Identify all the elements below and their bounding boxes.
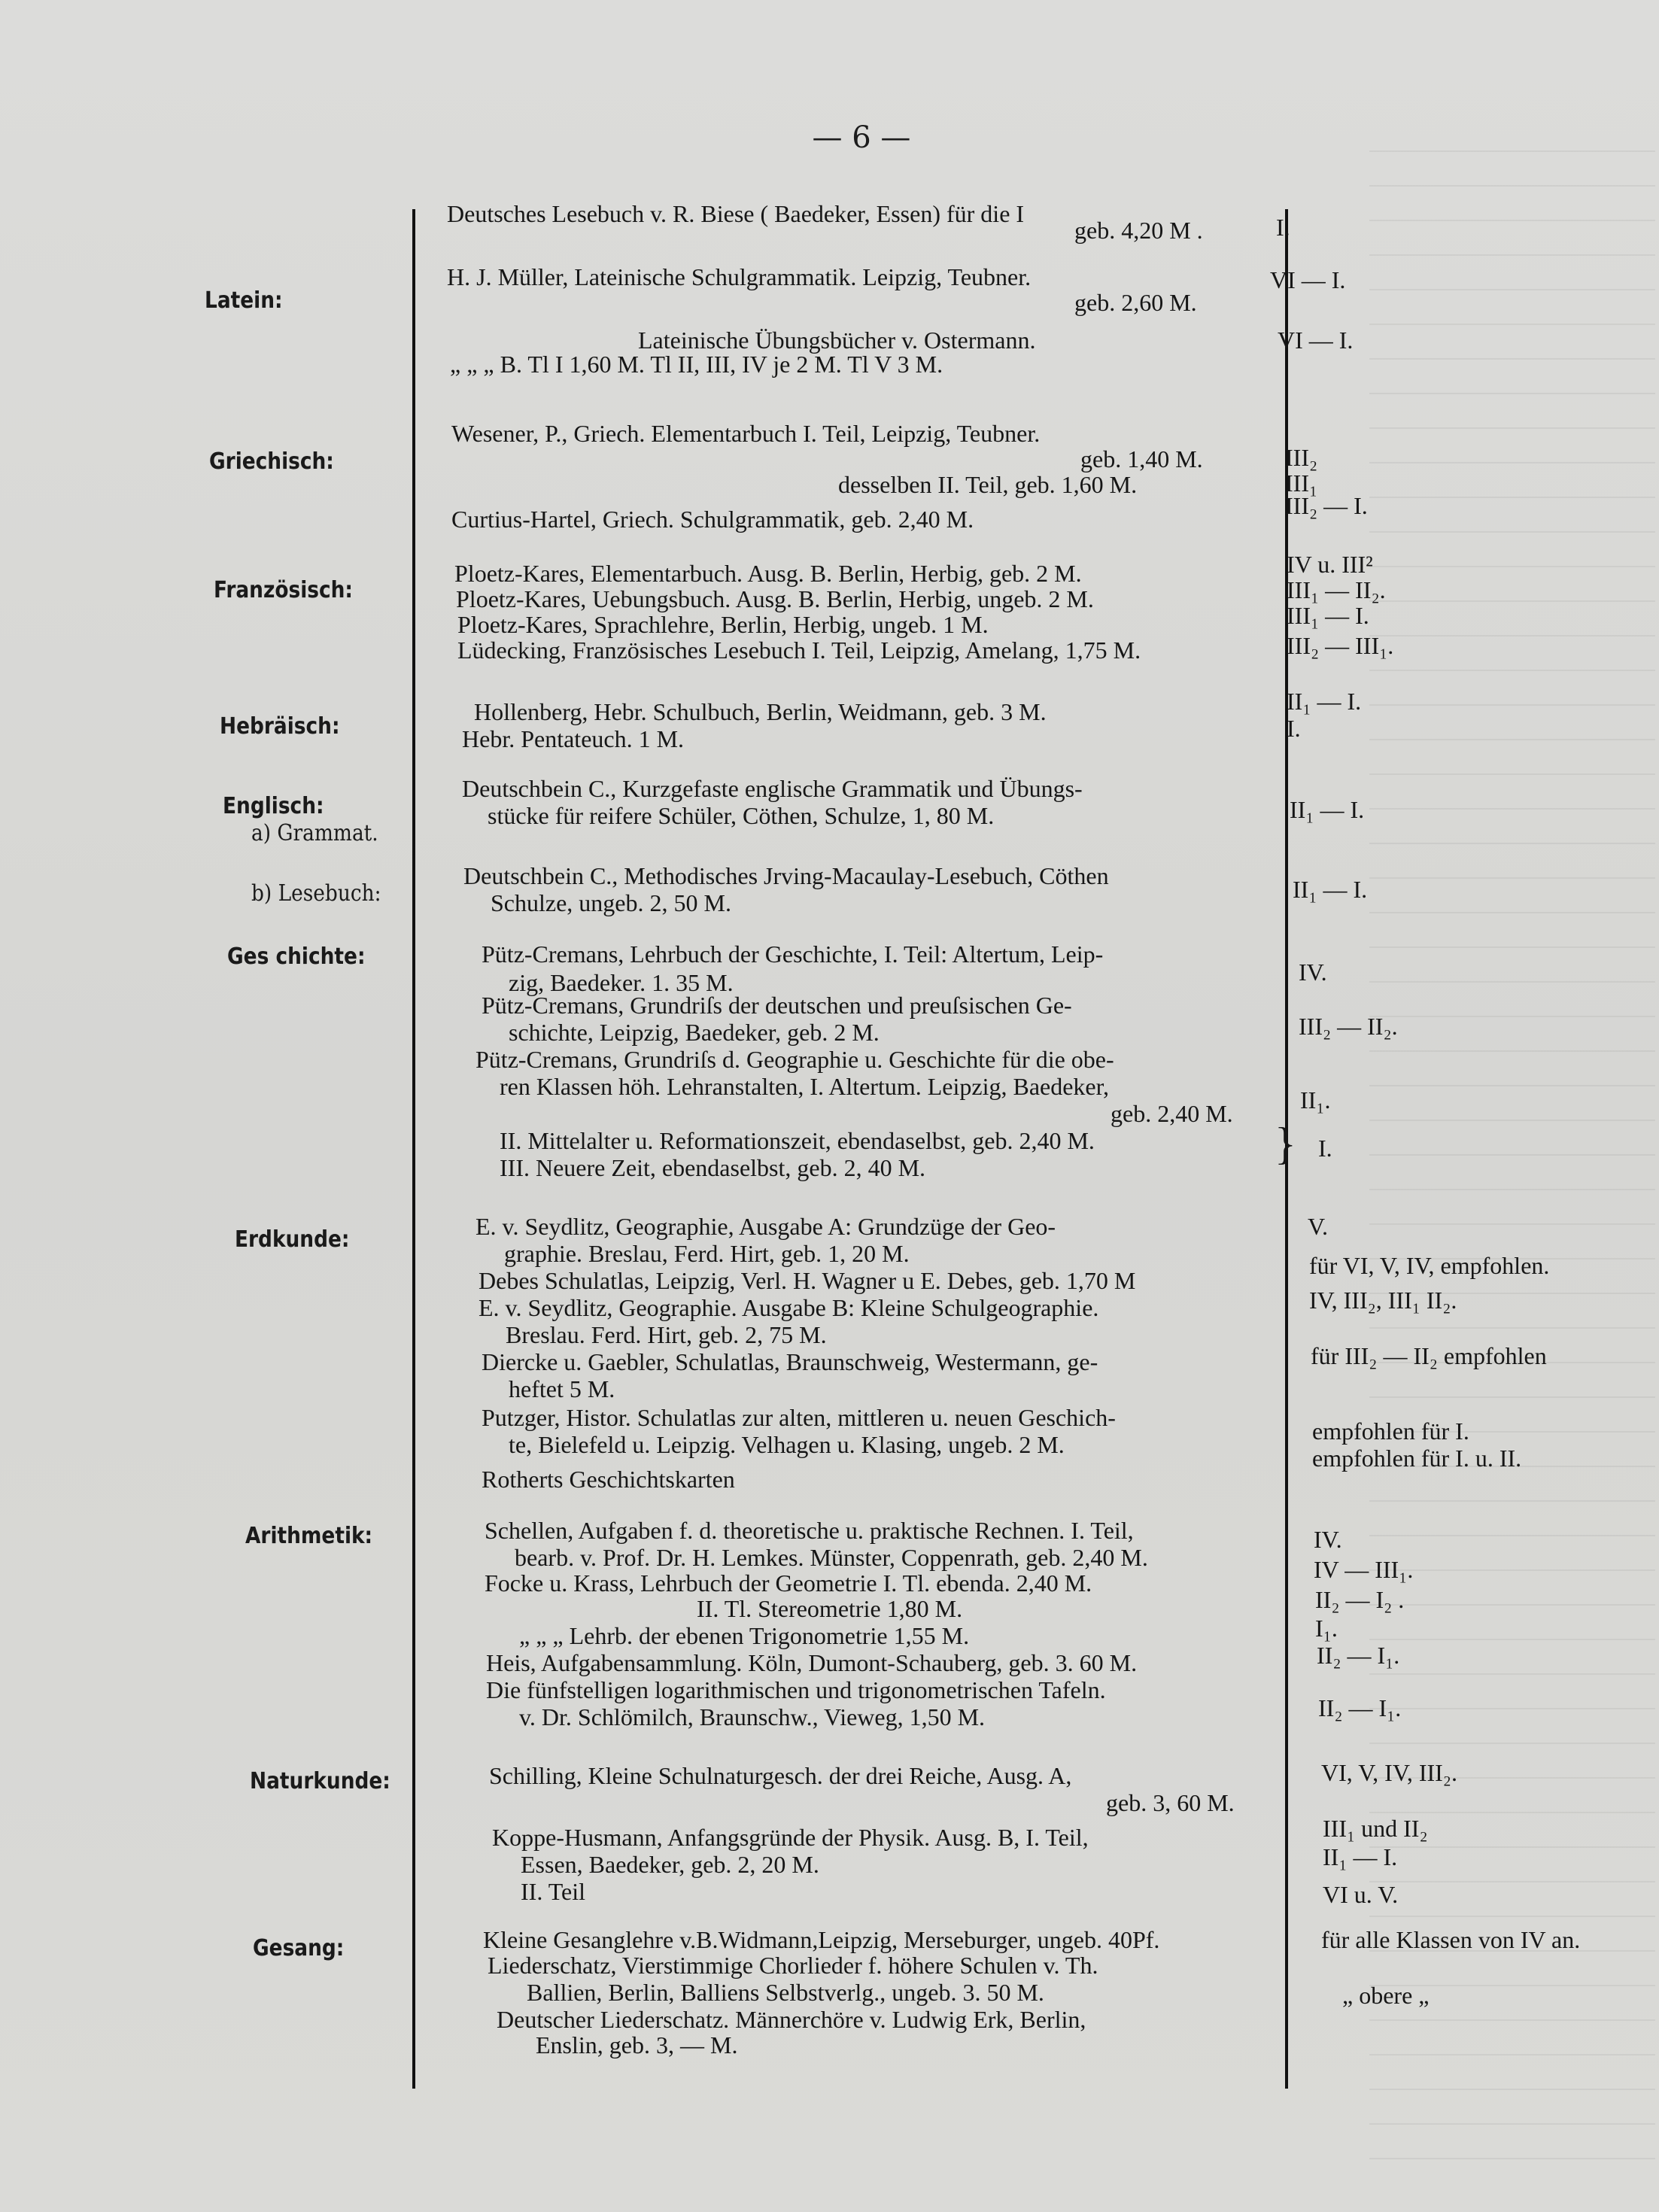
- subject-latein: Latein:: [205, 287, 283, 314]
- class-range: I.: [1287, 715, 1301, 742]
- subject-englisch: Englisch:: [223, 793, 324, 819]
- book-line: zig, Baedeker. 1. 35 M.: [509, 969, 734, 996]
- book-line: Debes Schulatlas, Leipzig, Verl. H. Wagner u E. Debes, geb. 1,70 M: [479, 1267, 1136, 1294]
- book-line: Ploetz-Kares, Uebungsbuch. Ausg. B. Berlin, Herbig, ungeb. 2 M.: [456, 585, 1094, 612]
- book-line: Lüdecking, Französisches Lesebuch I. Teil, Leipzig, Amelang, 1,75 M.: [457, 637, 1141, 664]
- class-range: IV — III₁.: [1314, 1556, 1414, 1583]
- class-range: II₁ — I.: [1287, 688, 1362, 715]
- class-range: III₁ — I.: [1287, 602, 1369, 629]
- book-line: heftet 5 M.: [509, 1375, 615, 1402]
- class-range: III₂: [1285, 444, 1318, 471]
- book-line: Rotherts Geschichtskarten: [482, 1466, 735, 1493]
- book-line: Deutschbein C., Kurzgefaste englische Grammatik und Übungs-: [462, 775, 1083, 802]
- class-range: für III₂ — II₂ empfohlen: [1311, 1342, 1547, 1369]
- class-range: „ obere „: [1342, 1982, 1430, 2009]
- book-line: Schilling, Kleine Schulnaturgesch. der drei Reiche, Ausg. A,: [489, 1762, 1072, 1789]
- book-line: Focke u. Krass, Lehrbuch der Geometrie I. Tl. ebenda. 2,40 M.: [485, 1569, 1092, 1597]
- book-line: Lateinische Übungsbücher v. Ostermann.: [638, 327, 1036, 354]
- book-line: geb. 2,40 M.: [1111, 1100, 1233, 1127]
- class-range: II₂ — I₂ .: [1315, 1586, 1405, 1613]
- class-range: III₁ — II₂.: [1287, 576, 1386, 603]
- book-line: Essen, Baedeker, geb. 2, 20 M.: [521, 1851, 819, 1878]
- class-range: II₁ — I.: [1323, 1843, 1398, 1870]
- subject-griechisch: Griechisch:: [209, 448, 334, 475]
- class-range: III₁ und II₂: [1323, 1815, 1428, 1842]
- book-line: ren Klassen höh. Lehranstalten, I. Altertum. Leipzig, Baedeker,: [500, 1073, 1109, 1100]
- book-line: E. v. Seydlitz, Geographie. Ausgabe B: Kleine Schulgeographie.: [479, 1294, 1099, 1321]
- subject-hebraeisch: Hebräisch:: [220, 713, 340, 740]
- class-range: I₁.: [1315, 1615, 1338, 1642]
- subject-gesang: Gesang:: [253, 1935, 345, 1961]
- book-line: schichte, Leipzig, Baedeker, geb. 2 M.: [509, 1019, 880, 1046]
- book-line: Deutschbein C., Methodisches Jrving-Macaulay-Lesebuch, Cöthen: [463, 862, 1109, 889]
- class-range: empfohlen für I.: [1312, 1417, 1469, 1445]
- subject-geschichte: Ges chichte:: [227, 943, 366, 970]
- class-range: I.: [1318, 1135, 1332, 1162]
- page-number: — 6 —: [812, 120, 911, 155]
- book-line: desselben II. Teil, geb. 1,60 M.: [838, 471, 1138, 498]
- book-line: Breslau. Ferd. Hirt, geb. 2, 75 M.: [506, 1321, 827, 1348]
- book-line: geb. 1,40 M.: [1080, 445, 1203, 472]
- class-range: VI — I.: [1270, 266, 1346, 293]
- book-line: Deutscher Liederschatz. Männerchöre v. Ludwig Erk, Berlin,: [497, 2006, 1086, 2033]
- book-line: III. Neuere Zeit, ebendaselbst, geb. 2, 40 M.: [500, 1154, 926, 1181]
- book-line: II. Teil: [521, 1878, 586, 1905]
- book-line: Deutsches Lesebuch v. R. Biese ( Baedeker, Essen) für die I: [447, 200, 1025, 227]
- subject-englisch-lesebuch: b) Lesebuch:: [251, 880, 381, 907]
- class-range: VI u. V.: [1323, 1881, 1399, 1908]
- book-line: te, Bielefeld u. Leipzig. Velhagen u. Klasing, ungeb. 2 M.: [509, 1431, 1065, 1458]
- class-range: für alle Klassen von IV an.: [1321, 1926, 1581, 1953]
- book-line: Diercke u. Gaebler, Schulatlas, Braunschweig, Westermann, ge-: [482, 1348, 1098, 1375]
- book-line: Ballien, Berlin, Balliens Selbstverlg., ungeb. 3. 50 M.: [527, 1979, 1044, 2006]
- class-range: IV, III₂, III₁ II₂.: [1309, 1287, 1457, 1314]
- book-line: Hebr. Pentateuch. 1 M.: [462, 725, 685, 752]
- book-line: Hollenberg, Hebr. Schulbuch, Berlin, Weidmann, geb. 3 M.: [474, 698, 1047, 725]
- book-line: Ploetz-Kares, Elementarbuch. Ausg. B. Berlin, Herbig, geb. 2 M.: [454, 560, 1082, 587]
- class-range: II₁.: [1300, 1086, 1331, 1114]
- subject-franzoesisch: Französisch:: [214, 577, 353, 603]
- class-range: empfohlen für I. u. II.: [1312, 1445, 1522, 1472]
- book-line: Pütz-Cremans, Lehrbuch der Geschichte, I. Teil: Altertum, Leip-: [482, 940, 1104, 968]
- book-line: Enslin, geb. 3, — M.: [536, 2031, 738, 2059]
- book-line: Putzger, Histor. Schulatlas zur alten, mittleren u. neuen Geschich-: [482, 1404, 1116, 1431]
- class-range: III₂ — I.: [1285, 492, 1368, 519]
- subject-englisch-grammat: a) Grammat.: [251, 820, 378, 846]
- book-line: geb. 3, 60 M.: [1106, 1789, 1235, 1816]
- book-line: „ „ „ B. Tl I 1,60 M. Tl II, III, IV je 2 M. Tl V 3 M.: [450, 351, 943, 378]
- book-line: v. Dr. Schlömilch, Braunschw., Vieweg, 1,50 M.: [519, 1703, 986, 1730]
- class-range: VI — I.: [1278, 327, 1354, 354]
- book-line: II. Tl. Stereometrie 1,80 M.: [697, 1595, 963, 1622]
- book-line: Schellen, Aufgaben f. d. theoretische u. praktische Rechnen. I. Teil,: [485, 1517, 1134, 1544]
- left-column-rule: [412, 209, 415, 2089]
- book-line: Curtius-Hartel, Griech. Schulgrammatik, geb. 2,40 M.: [451, 506, 974, 533]
- class-range: IV.: [1299, 959, 1327, 986]
- book-line: stücke für reifere Schüler, Cöthen, Schulze, 1, 80 M.: [488, 802, 995, 829]
- book-line: Pütz-Cremans, Grundriſs d. Geographie u. Geschichte für die obe-: [476, 1046, 1114, 1073]
- subject-erdkunde: Erdkunde:: [235, 1226, 350, 1253]
- class-range: IV u. III²: [1287, 551, 1373, 578]
- class-range: für VI, V, IV, empfohlen.: [1309, 1252, 1550, 1279]
- book-line: graphie. Breslau, Ferd. Hirt, geb. 1, 20 M.: [504, 1240, 910, 1267]
- book-line: Die fünfstelligen logarithmischen und trigonometrischen Tafeln.: [486, 1676, 1106, 1703]
- class-range: III₂ — III₁.: [1287, 632, 1394, 659]
- book-line: E. v. Seydlitz, Geographie, Ausgabe A: Grundzüge der Geo-: [476, 1213, 1056, 1240]
- book-line: Ploetz-Kares, Sprachlehre, Berlin, Herbig, ungeb. 1 M.: [457, 611, 989, 638]
- book-line: Wesener, P., Griech. Elementarbuch I. Teil, Leipzig, Teubner.: [451, 420, 1041, 447]
- class-range: II₁ — I.: [1293, 876, 1368, 903]
- class-range: VI, V, IV, III₂.: [1321, 1759, 1457, 1786]
- class-range: I.: [1276, 214, 1290, 241]
- book-line: Schulze, ungeb. 2, 50 M.: [491, 889, 731, 916]
- book-line: Liederschatz, Vierstimmige Chorlieder f. höhere Schulen v. Th.: [488, 1952, 1098, 1979]
- book-line: „ „ „ Lehrb. der ebenen Trigonometrie 1,55 M.: [519, 1622, 970, 1649]
- book-line: geb. 4,20 M .: [1074, 217, 1203, 244]
- class-range: II₁ — I.: [1290, 796, 1365, 823]
- book-line: bearb. v. Prof. Dr. H. Lemkes. Münster, Coppenrath, geb. 2,40 M.: [515, 1544, 1148, 1571]
- book-line: II. Mittelalter u. Reformationszeit, ebendaselbst, geb. 2,40 M.: [500, 1127, 1095, 1154]
- class-range: III₂ — II₂.: [1299, 1013, 1398, 1040]
- book-line: Koppe-Husmann, Anfangsgründe der Physik. Ausg. B, I. Teil,: [492, 1824, 1089, 1851]
- class-range: II₂ — I₁.: [1317, 1642, 1400, 1669]
- subject-arithmetik: Arithmetik:: [245, 1523, 373, 1549]
- class-range: V.: [1308, 1213, 1328, 1240]
- book-line: Heis, Aufgabensammlung. Köln, Dumont-Schauberg, geb. 3. 60 M.: [486, 1649, 1138, 1676]
- class-range: IV.: [1314, 1526, 1342, 1553]
- book-line: geb. 2,60 M.: [1074, 289, 1197, 316]
- brace: }: [1275, 1119, 1296, 1168]
- book-line: H. J. Müller, Lateinische Schulgrammatik. Leipzig, Teubner.: [447, 263, 1032, 290]
- subject-naturkunde: Naturkunde:: [250, 1768, 390, 1794]
- book-line: Pütz-Cremans, Grundriſs der deutschen und preuſsischen Ge-: [482, 992, 1072, 1019]
- book-line: Kleine Gesanglehre v.B.Widmann,Leipzig, Merseburger, ungeb. 40Pf.: [483, 1926, 1160, 1953]
- class-range: III₁: [1285, 469, 1318, 497]
- bleed-through-texture: [1369, 150, 1655, 2182]
- class-range: II₂ — I₁.: [1318, 1694, 1402, 1721]
